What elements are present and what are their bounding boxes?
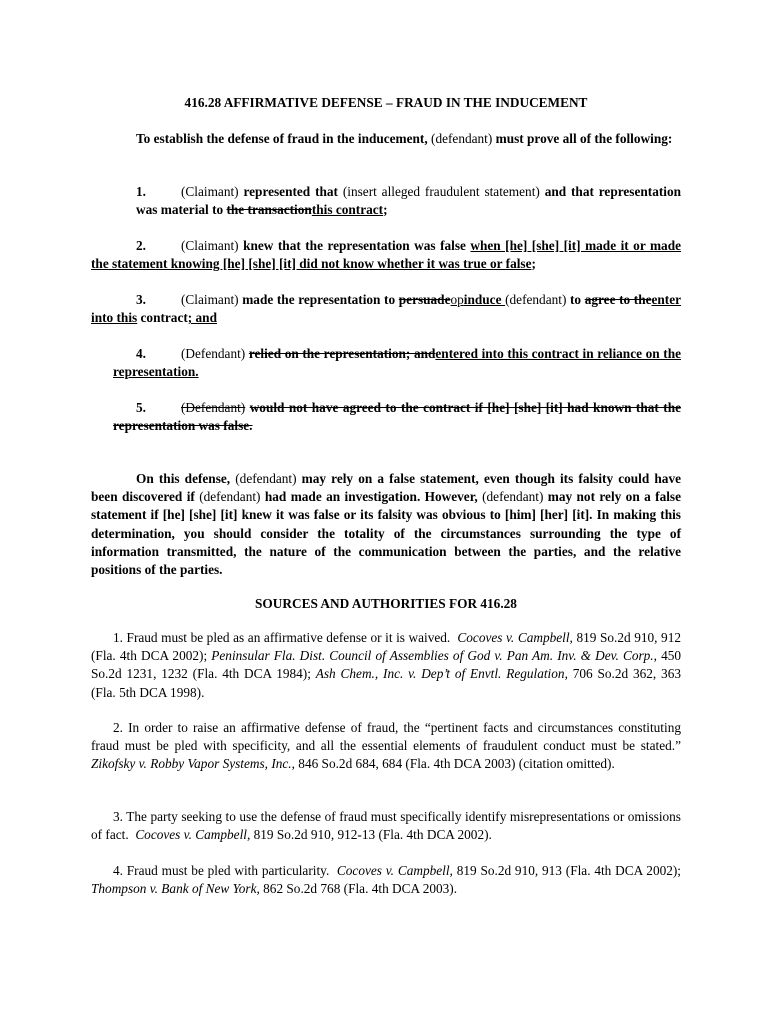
source4-text-a: 4. Fraud must be pled with particularity. [113,863,330,878]
source-item-1 [91,629,681,702]
page-title: 416.28 AFFIRMATIVE DEFENSE – FRAUD IN THE INDUCEMENT [184,95,588,110]
source4-text-b: 819 So.2d 910, 913 (Fla. 4th DCA 2002); [456,863,682,878]
source1-text-d: , 706 So.2d 362, 363 (Fla. 5th DCA 1998). [91,666,682,700]
item3-added-3: ; and [187,310,217,326]
source3-text-a: 3. The party seeking to use the defense of fraud must specifically identify misrepresentations or omissions of fact. [91,809,681,843]
source-item-4 [91,862,681,898]
item4-defendant: (Defendant) [181,346,246,361]
item1-insert: (insert alleged fraudulent statement) [342,184,540,199]
source2-case-1: Zikofsky v. Robby Vapor Systems, Inc. [91,756,292,772]
element-item-3 [91,291,681,327]
source3-case-1: Cocoves v. Campbell, [135,827,251,843]
source1-case-1: Cocoves v. Campbell, [457,630,573,645]
intro-text-b: must prove all of the following: [495,131,673,146]
item3-to: to [570,292,582,307]
item-number: 5. [136,400,146,415]
source1-text-c: , 450 So.2d 1231, 1232 (Fla. 4th DCA 1984); [91,648,682,682]
para-text-a: On this defense, [136,471,231,486]
item2-text-a: knew that the representation was false [243,238,466,253]
item2-claimant: (Claimant) [181,238,239,253]
source4-case-2: Thompson v. Bank of New York, [91,881,260,897]
item-number: 2. [136,238,146,253]
item-number: 3. [136,292,146,307]
para-text-d: may not rely on a false statement if [he] [she] [it] knew it was false or its falsity was obvious to [him] [her] [it]. In making this determination, you should consider the totality of the circumstances surrounding the type of information transmitted, the nature of the communication between the parties, and the relative positions of the parties. [91,489,681,578]
reliance-paragraph [91,470,681,579]
item1-struck: the transaction [226,202,312,218]
item3-struck-2: agree to the [584,292,652,307]
source1-text-a: 1. Fraud must be pled as an affirmative defense or it is waived. [113,630,451,645]
intro-defendant: (defendant) [431,131,493,146]
intro-paragraph [91,130,681,148]
item1-claimant: (Claimant) [181,184,239,199]
source4-case-1: Cocoves v. Campbell, [336,863,453,878]
item3-claimant: (Claimant) [181,292,239,307]
item2-added: when [he] [she] [it] made it or made the statement knowing [he] [she] [it] did not know whether it was true or false [91,238,681,272]
para-defendant-1: (defendant) [235,471,297,486]
item3-text-a: made the representation to [242,292,396,307]
element-item-5 [113,399,681,435]
item1-text-a: represented that [243,184,338,199]
item3-text-b: contract [140,310,188,326]
source4-text-c: 862 So.2d 768 (Fla. 4th DCA 2003). [263,881,458,897]
source3-text-b: 819 So.2d 910, 912-13 (Fla. 4th DCA 2002). [253,827,492,843]
para-text-c: had made an investigation. However, [264,489,478,505]
element-item-1 [136,183,681,219]
element-item-4 [113,345,681,381]
item1-text-b: and that representation was material to [136,184,682,218]
sources-heading: SOURCES AND AUTHORITIES FOR 416.28 [255,596,517,611]
item3-added-2: enter into this [91,292,682,326]
source-item-3 [91,808,681,844]
item3-op: op [450,292,464,307]
para-defendant-3: (defendant) [482,489,544,505]
source1-case-2: Peninsular Fla. Dist. Council of Assemblies of God v. Pan Am. Inv. & Dev. Corp. [211,648,654,664]
para-defendant-2: (defendant) [199,489,261,505]
item5-defendant: (Defendant) [181,400,246,415]
item5-struck: would not have agreed to the contract if [he] [she] [it] had known that the representation was false. [113,400,681,434]
source1-case-3: Ash Chem., Inc. v. Dep’t of Envtl. Regulation [315,666,565,682]
item3-defendant: (defendant) [505,292,567,307]
para-text-b: may rely on a false statement, even though its falsity could have been discovered if [91,471,681,505]
source2-text-b: , 846 So.2d 684, 684 (Fla. 4th DCA 2003) (citation omitted). [291,756,615,772]
item1-added: this contract [311,202,384,218]
item4-added: entered into this contract in reliance on the representation. [113,346,681,380]
item4-struck: relied on the representation; and [248,346,436,361]
source1-text-b: 819 So.2d 910, 912 (Fla. 4th DCA 2002); [91,630,681,664]
item1-end: ; [383,202,388,218]
element-item-2 [91,237,681,273]
intro-text-a: To establish the defense of fraud in the inducement, [136,131,428,146]
source-item-2 [91,719,681,774]
item-number: 4. [136,346,146,361]
item-number: 1. [136,184,146,199]
item2-end: ; [531,256,536,272]
item3-added-1: induce [463,292,506,307]
item3-struck-1: persuade [398,292,451,307]
source2-text-a: 2. In order to raise an affirmative defense of fraud, the “pertinent facts and circumstances constituting fraud must be pled with specificity, and all the essential elements of fraudulent conduct must be stated.” [91,720,681,754]
